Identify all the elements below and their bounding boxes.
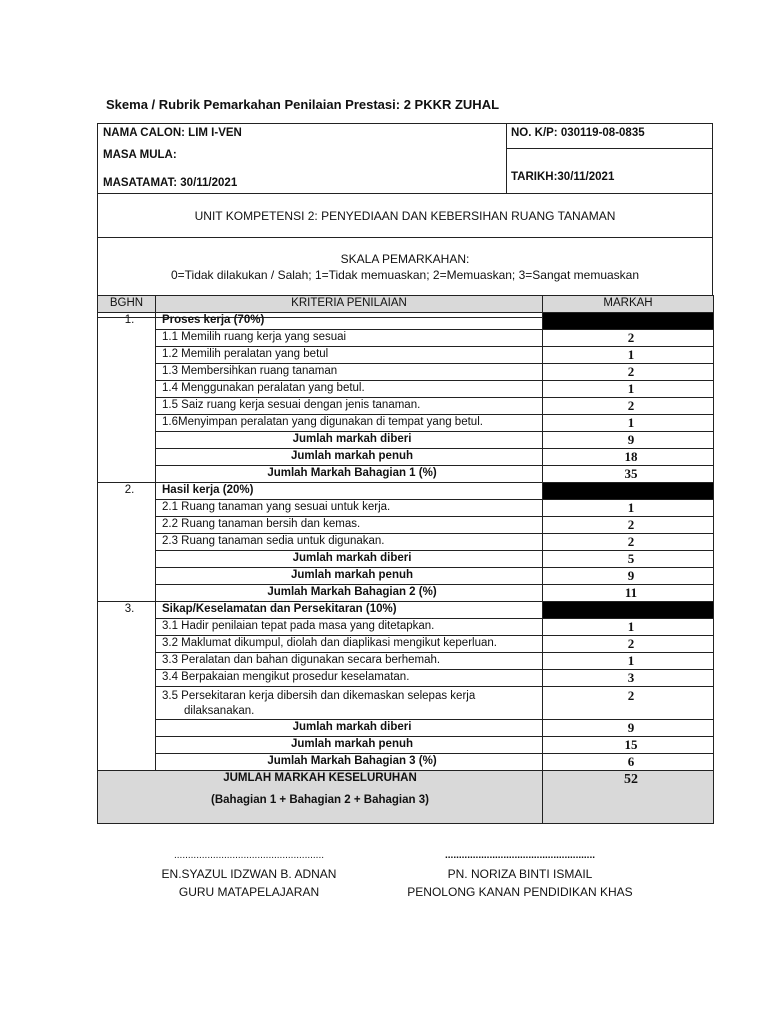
- section-title: Proses kerja (70%): [156, 313, 543, 330]
- signatory-role: GURU MATAPELAJARAN: [178, 885, 320, 899]
- criterion: 1.5 Saiz ruang kerja sesuai dengan jenis tanaman.: [156, 398, 543, 415]
- mark-value: 1: [543, 653, 714, 670]
- marks-given: 9: [543, 720, 714, 737]
- candidate-info-box: [97, 123, 713, 318]
- summary-row: [98, 432, 714, 449]
- grand-total: 52: [543, 771, 714, 824]
- grand-total-row: [98, 771, 714, 824]
- criterion: 1.6Menyimpan peralatan yang digunakan di tempat yang betul.: [156, 415, 543, 432]
- mark-value: 1: [543, 381, 714, 398]
- mark-value: 2: [543, 636, 714, 653]
- section-number: 2.: [98, 483, 156, 602]
- section-number: 1.: [98, 313, 156, 483]
- divider: [506, 124, 507, 193]
- summary-row: [98, 754, 714, 771]
- marks-full-label: Jumlah markah penuh: [156, 568, 543, 585]
- signatory-role: PENOLONG KANAN PENDIDIKAN KHAS: [407, 885, 633, 899]
- section-title-row: [98, 313, 714, 330]
- marks-given-label: Jumlah markah diberi: [156, 551, 543, 568]
- criterion: 2.2 Ruang tanaman bersih dan kemas.: [156, 517, 543, 534]
- divider: [98, 193, 712, 194]
- section-title-row: [98, 483, 714, 500]
- criterion: 2.1 Ruang tanaman yang sesuai untuk kerja.: [156, 500, 543, 517]
- criterion: 1.3 Membersihkan ruang tanaman: [156, 364, 543, 381]
- candidate-name: NAMA CALON: LIM I-VEN: [103, 127, 242, 139]
- marks-given-label: Jumlah markah diberi: [156, 432, 543, 449]
- divider: [98, 237, 712, 238]
- mark-value: 3: [543, 670, 714, 687]
- summary-row: [98, 737, 714, 754]
- criterion: 1.4 Menggunakan peralatan yang betul.: [156, 381, 543, 398]
- section-percent-label: Jumlah Markah Bahagian 3 (%): [156, 754, 543, 771]
- table-row: [98, 364, 714, 381]
- signatory-name: PN. NORIZA BINTI ISMAIL: [447, 867, 593, 881]
- column-header-markah: MARKAH: [543, 296, 714, 313]
- criterion: 1.1 Memilih ruang kerja yang sesuai: [156, 330, 543, 347]
- marks-given: 9: [543, 432, 714, 449]
- table-row: [98, 653, 714, 670]
- column-header-bghn: BGHN: [98, 296, 156, 313]
- marks-full-label: Jumlah markah penuh: [156, 737, 543, 754]
- end-time: MASATAMAT: 30/11/2021: [103, 177, 238, 189]
- table-row: [98, 500, 714, 517]
- competency-unit: UNIT KOMPETENSI 2: PENYEDIAAN DAN KEBERSIHAN RUANG TANAMAN: [194, 209, 616, 223]
- summary-row: [98, 551, 714, 568]
- shaded-cell: [543, 602, 714, 619]
- assessment-table: [97, 295, 714, 824]
- mark-value: 2: [543, 330, 714, 347]
- table-row: [98, 534, 714, 551]
- scale-description: 0=Tidak dilakukan / Salah; 1=Tidak memuaskan; 2=Memuaskan; 3=Sangat memuaskan: [170, 268, 640, 282]
- summary-row: [98, 466, 714, 483]
- section-title: Hasil kerja (20%): [156, 483, 543, 500]
- marks-full: 9: [543, 568, 714, 585]
- table-row: [98, 347, 714, 364]
- document-title: Skema / Rubrik Pemarkahan Penilaian Prestasi: 2 PKKR ZUHAL: [106, 97, 500, 112]
- signatory-name: EN.SYAZUL IDZWAN B. ADNAN: [161, 867, 337, 881]
- ic-number: NO. K/P: 030119-08-0835: [511, 127, 645, 139]
- criterion: 1.2 Memilih peralatan yang betul: [156, 347, 543, 364]
- section-number: 3.: [98, 602, 156, 771]
- section-percent-label: Jumlah Markah Bahagian 2 (%): [156, 585, 543, 602]
- section-title-row: [98, 602, 714, 619]
- table-row: [98, 687, 714, 720]
- section-title: Sikap/Keselamatan dan Persekitaran (10%): [156, 602, 543, 619]
- criterion: 2.3 Ruang tanaman sedia untuk digunakan.: [156, 534, 543, 551]
- criterion-line-2: dilaksanakan.: [184, 705, 255, 717]
- summary-row: [98, 720, 714, 737]
- criterion: 3.4 Berpakaian mengikut prosedur keselamatan.: [156, 670, 543, 687]
- section-percent: 6: [543, 754, 714, 771]
- signature-line: ......................................................: [173, 850, 325, 861]
- date: TARIKH:30/11/2021: [511, 171, 615, 183]
- marks-given: 5: [543, 551, 714, 568]
- criterion-line-1: 3.5 Persekitaran kerja dibersih dan dikemaskan selepas kerja: [162, 690, 476, 702]
- mark-value: 1: [543, 347, 714, 364]
- mark-value: 2: [543, 517, 714, 534]
- table-row: [98, 398, 714, 415]
- mark-value: 2: [543, 364, 714, 381]
- mark-value: 2: [543, 398, 714, 415]
- section-percent: 11: [543, 585, 714, 602]
- shaded-cell: [543, 483, 714, 500]
- table-row: [98, 670, 714, 687]
- table-row: [98, 415, 714, 432]
- divider: [506, 148, 713, 149]
- mark-value: 2: [543, 534, 714, 551]
- summary-row: [98, 568, 714, 585]
- marks-full: 18: [543, 449, 714, 466]
- grand-total-formula: (Bahagian 1 + Bahagian 2 + Bahagian 3): [211, 794, 429, 806]
- grand-total-label: JUMLAH MARKAH KESELURUHAN: [223, 772, 417, 784]
- start-time: MASA MULA:: [103, 149, 177, 161]
- shaded-cell: [543, 313, 714, 330]
- scale-title: SKALA PEMARKAHAN:: [340, 252, 470, 266]
- criterion: 3.3 Peralatan dan bahan digunakan secara berhemah.: [156, 653, 543, 670]
- section-percent-label: Jumlah Markah Bahagian 1 (%): [156, 466, 543, 483]
- marks-full-label: Jumlah markah penuh: [156, 449, 543, 466]
- table-row: [98, 330, 714, 347]
- mark-value: 1: [543, 619, 714, 636]
- column-header-kriteria: KRITERIA PENILAIAN: [156, 296, 543, 313]
- mark-value: 2: [543, 687, 714, 720]
- section-percent: 35: [543, 466, 714, 483]
- table-row: [98, 517, 714, 534]
- table-row: [98, 636, 714, 653]
- criterion: 3.2 Maklumat dikumpul, diolah dan diaplikasi mengikut keperluan.: [156, 636, 543, 653]
- criterion: 3.1 Hadir penilaian tepat pada masa yang ditetapkan.: [156, 619, 543, 636]
- summary-row: [98, 449, 714, 466]
- summary-row: [98, 585, 714, 602]
- signature-block-teacher: [154, 850, 344, 899]
- table-row: [98, 381, 714, 398]
- table-row: [98, 619, 714, 636]
- signature-line: ......................................................: [444, 850, 596, 861]
- marks-given-label: Jumlah markah diberi: [156, 720, 543, 737]
- marks-full: 15: [543, 737, 714, 754]
- mark-value: 1: [543, 500, 714, 517]
- mark-value: 1: [543, 415, 714, 432]
- table-header-row: [98, 296, 714, 313]
- signature-block-principal: [398, 850, 642, 899]
- grand-total-label-cell: [98, 771, 543, 824]
- criterion: [156, 687, 543, 720]
